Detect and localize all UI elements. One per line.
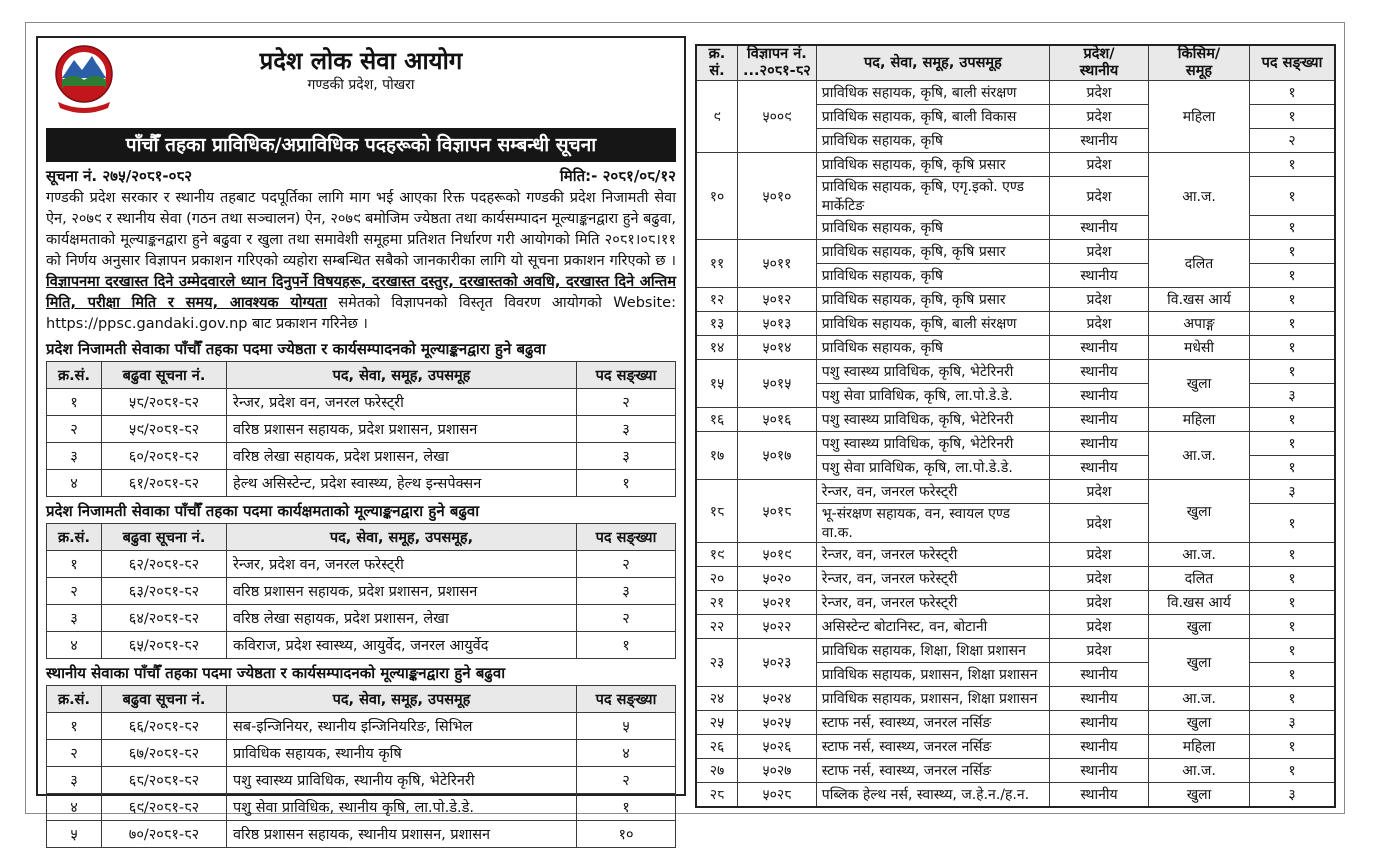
promotion-table-row: [47, 470, 676, 497]
notice-number-cell: ६७/२०८१-८२: [102, 740, 227, 767]
post-cell: पशु स्वास्थ्य प्राविधिक, कृषि, भेटेरिनरी: [816, 408, 1049, 432]
count-cell: १: [1250, 567, 1336, 591]
count-cell: १: [1250, 105, 1336, 129]
advertisement-table-row: [696, 591, 1335, 615]
promotion-table-header-row: [47, 524, 676, 551]
post-cell: स्टाफ नर्स, स्वास्थ्य, जनरल नर्सिङ: [816, 711, 1049, 735]
province-local-cell: स्थानीय: [1050, 663, 1149, 687]
serial-cell: १: [47, 551, 102, 578]
category-cell: आ.ज.: [1149, 543, 1250, 567]
header-cell: पद, सेवा, समूह, उपसमूह,: [227, 524, 577, 551]
promotion-table-row: [47, 389, 676, 416]
category-cell: खुला: [1149, 360, 1250, 408]
province-local-cell: स्थानीय: [1050, 456, 1149, 480]
category-cell: खुला: [1149, 639, 1250, 687]
post-cell: पशु स्वास्थ्य प्राविधिक, कृषि, भेटेरिनरी: [816, 360, 1049, 384]
post-cell: प्राविधिक सहायक, स्थानीय कृषि: [227, 740, 577, 767]
serial-cell: ५: [47, 821, 102, 848]
province-local-cell: स्थानीय: [1050, 408, 1149, 432]
promotion-table-row: [47, 794, 676, 821]
count-cell: ४: [577, 740, 676, 767]
serial-cell: १५: [696, 360, 738, 408]
promotion-section-competence-province: [46, 501, 676, 659]
count-cell: ३: [1250, 783, 1336, 808]
province-local-cell: प्रदेश: [1050, 567, 1149, 591]
promotion-table-row: [47, 713, 676, 740]
serial-cell: १: [47, 389, 102, 416]
promotion-table-header-row: [47, 362, 676, 389]
advertisement-number-cell: ५०१८: [738, 480, 817, 543]
province-local-cell: प्रदेश: [1050, 312, 1149, 336]
serial-cell: २१: [696, 591, 738, 615]
province-local-cell: प्रदेश: [1050, 591, 1149, 615]
post-cell: प्राविधिक सहायक, कृषि: [816, 264, 1049, 288]
province-local-cell: प्रदेश: [1050, 105, 1149, 129]
advertisement-number-cell: ५०२८: [738, 783, 817, 808]
category-cell: महिला: [1149, 408, 1250, 432]
notice-body-paragraph: [46, 188, 676, 335]
post-cell: प्राविधिक सहायक, कृषि: [816, 336, 1049, 360]
advertisement-number-cell: ५०२६: [738, 735, 817, 759]
advertisement-table-row: [696, 687, 1335, 711]
section-title: स्थानीय सेवाका पाँचौँ तहका पदमा ज्येष्ठता र कार्यसम्पादनको मूल्याङ्कनद्वारा हुने बढुवा: [46, 664, 506, 682]
count-cell: १: [1250, 216, 1336, 240]
count-cell: २: [577, 767, 676, 794]
post-cell: प्राविधिक सहायक, कृषि, एगृ.इको. एण्ड मार्केटिङ: [816, 177, 1049, 216]
advertisement-number-cell: ५०१२: [738, 288, 817, 312]
nepal-emblem-icon: [52, 44, 116, 116]
advertisement-table-row: [696, 408, 1335, 432]
org-title: प्रदेश लोक सेवा आयोग: [259, 47, 463, 75]
count-cell: १: [1250, 543, 1336, 567]
count-cell: १०: [577, 821, 676, 848]
category-cell: आ.ज.: [1149, 759, 1250, 783]
advertisement-table-row: [696, 543, 1335, 567]
serial-cell: १: [47, 713, 102, 740]
serial-cell: २४: [696, 687, 738, 711]
post-cell: पशु स्वास्थ्य प्राविधिक, कृषि, भेटेरिनरी: [816, 432, 1049, 456]
count-cell: १: [1250, 639, 1336, 663]
advertisement-table-row: [696, 288, 1335, 312]
count-cell: १: [1250, 312, 1336, 336]
post-cell: वरिष्ठ लेखा सहायक, प्रदेश प्रशासन, लेखा: [227, 605, 577, 632]
count-cell: १: [577, 794, 676, 821]
notice-number-cell: ५८/२०८१-८२: [102, 389, 227, 416]
post-cell: प्राविधिक सहायक, कृषि, बाली संरक्षण: [816, 312, 1049, 336]
province-local-cell: स्थानीय: [1050, 711, 1149, 735]
notice-number-cell: ६६/२०८१-८२: [102, 713, 227, 740]
count-cell: १: [1250, 663, 1336, 687]
post-cell: रेन्जर, प्रदेश वन, जनरल फरेस्ट्री: [227, 389, 577, 416]
count-cell: ३: [1250, 711, 1336, 735]
col-post-count: पद सङ्ख्या: [1250, 45, 1336, 81]
province-local-cell: स्थानीय: [1050, 384, 1149, 408]
serial-cell: ३: [47, 767, 102, 794]
notice-number-cell: ६५/२०८१-८२: [102, 632, 227, 659]
serial-cell: १७: [696, 432, 738, 480]
serial-cell: ९: [696, 81, 738, 153]
promotion-table-row: [47, 821, 676, 848]
count-cell: १: [1250, 735, 1336, 759]
promotion-table-header-row: [47, 686, 676, 713]
promotion-section-seniority-province: [46, 339, 676, 497]
post-cell: पशु सेवा प्राविधिक, कृषि, ला.पो.डे.डे.: [816, 456, 1049, 480]
col-serial-number: क्र. सं.: [696, 45, 738, 81]
post-cell: रेन्जर, प्रदेश वन, जनरल फरेस्ट्री: [227, 551, 577, 578]
category-cell: मधेसी: [1149, 336, 1250, 360]
province-local-cell: प्रदेश: [1050, 153, 1149, 177]
category-cell: खुला: [1149, 615, 1250, 639]
serial-cell: २२: [696, 615, 738, 639]
advertisement-table-row: [696, 783, 1335, 808]
serial-cell: १३: [696, 312, 738, 336]
serial-cell: २६: [696, 735, 738, 759]
count-cell: २: [1250, 129, 1336, 153]
advertisement-number-cell: ५०११: [738, 240, 817, 288]
promotion-table: [46, 361, 676, 497]
col-advertisement-number: विज्ञापन नं. ...२०८१-८२: [738, 45, 817, 81]
count-cell: १: [1250, 591, 1336, 615]
advertisement-number-cell: ५०१४: [738, 336, 817, 360]
post-cell: स्टाफ नर्स, स्वास्थ्य, जनरल नर्सिङ: [816, 759, 1049, 783]
advertisement-table-row: [696, 312, 1335, 336]
website-link[interactable]: https://ppsc.gandaki.gov.np: [46, 316, 248, 332]
category-cell: खुला: [1149, 711, 1250, 735]
count-cell: ३: [577, 578, 676, 605]
advertisement-table-row: [696, 759, 1335, 783]
notice-number-cell: ६९/२०८१-८२: [102, 794, 227, 821]
notice-number-cell: ६३/२०८१-८२: [102, 578, 227, 605]
serial-cell: १०: [696, 153, 738, 240]
province-local-cell: प्रदेश: [1050, 288, 1149, 312]
province-local-cell: स्थानीय: [1050, 336, 1149, 360]
header-cell: क्र.सं.: [47, 686, 102, 713]
notice-number-cell: ६४/२०८१-८२: [102, 605, 227, 632]
post-cell: पशु स्वास्थ्य प्राविधिक, स्थानीय कृषि, भेटेरिनरी: [227, 767, 577, 794]
province-local-cell: प्रदेश: [1050, 615, 1149, 639]
notice-number-cell: ६८/२०८१-८२: [102, 767, 227, 794]
notice-number-cell: ६२/२०८१-८२: [102, 551, 227, 578]
count-cell: १: [1250, 687, 1336, 711]
notice-number-cell: ६०/२०८१-८२: [102, 443, 227, 470]
serial-cell: १९: [696, 543, 738, 567]
post-cell: पशु सेवा प्राविधिक, स्थानीय कृषि, ला.पो.डे.डे.: [227, 794, 577, 821]
serial-cell: २०: [696, 567, 738, 591]
category-cell: आ.ज.: [1149, 687, 1250, 711]
count-cell: १: [1250, 288, 1336, 312]
advertisement-number-cell: ५०१०: [738, 153, 817, 240]
post-cell: रेन्जर, वन, जनरल फरेस्ट्री: [816, 480, 1049, 504]
category-cell: महिला: [1149, 81, 1250, 153]
province-local-cell: स्थानीय: [1050, 360, 1149, 384]
header-cell: पद, सेवा, समूह, उपसमूह: [227, 362, 577, 389]
post-cell: प्राविधिक सहायक, कृषि: [816, 129, 1049, 153]
post-cell: सब-इन्जिनियर, स्थानीय इन्जिनियरिङ, सिभिल: [227, 713, 577, 740]
count-cell: ३: [1250, 384, 1336, 408]
header-cell: क्र.सं.: [47, 524, 102, 551]
serial-cell: १६: [696, 408, 738, 432]
count-cell: ३: [577, 443, 676, 470]
advertisement-number-cell: ५०१७: [738, 432, 817, 480]
category-cell: दलित: [1149, 240, 1250, 288]
count-cell: २: [577, 551, 676, 578]
post-cell: रेन्जर, वन, जनरल फरेस्ट्री: [816, 543, 1049, 567]
serial-cell: २५: [696, 711, 738, 735]
serial-cell: ४: [47, 632, 102, 659]
serial-cell: २: [47, 740, 102, 767]
category-cell: आ.ज.: [1149, 153, 1250, 240]
advertisement-table-row: [696, 360, 1335, 384]
serial-cell: ३: [47, 443, 102, 470]
header-cell: बढुवा सूचना नं.: [102, 362, 227, 389]
advertisement-number-cell: ५०२१: [738, 591, 817, 615]
post-cell: वरिष्ठ प्रशासन सहायक, स्थानीय प्रशासन, प्रशासन: [227, 821, 577, 848]
post-cell: वरिष्ठ प्रशासन सहायक, प्रदेश प्रशासन, प्रशासन: [227, 578, 577, 605]
post-cell: रेन्जर, वन, जनरल फरेस्ट्री: [816, 591, 1049, 615]
header-cell: पद सङ्ख्या: [577, 524, 676, 551]
header-cell: पद सङ्ख्या: [577, 686, 676, 713]
post-cell: प्राविधिक सहायक, प्रशासन, शिक्षा प्रशासन: [816, 663, 1049, 687]
serial-cell: १८: [696, 480, 738, 543]
category-cell: आ.ज.: [1149, 432, 1250, 480]
header-cell: क्र.सं.: [47, 362, 102, 389]
province-local-cell: स्थानीय: [1050, 687, 1149, 711]
promotion-section-seniority-local: [46, 663, 676, 848]
post-cell: प्राविधिक सहायक, कृषि: [816, 216, 1049, 240]
province-local-cell: स्थानीय: [1050, 264, 1149, 288]
advertisement-table-row: [696, 336, 1335, 360]
count-cell: ३: [577, 416, 676, 443]
count-cell: ५: [577, 713, 676, 740]
category-cell: वि.खस आर्य: [1149, 591, 1250, 615]
count-cell: १: [1250, 81, 1336, 105]
advertisement-number-cell: ५०१६: [738, 408, 817, 432]
promotion-table-row: [47, 767, 676, 794]
promotion-table-row: [47, 578, 676, 605]
post-cell: प्राविधिक सहायक, शिक्षा, शिक्षा प्रशासन: [816, 639, 1049, 663]
serial-cell: २: [47, 416, 102, 443]
notice-number-cell: ७०/२०८१-८२: [102, 821, 227, 848]
notice-meta-line: [46, 166, 676, 186]
promotion-table-row: [47, 632, 676, 659]
serial-cell: ११: [696, 240, 738, 288]
province-local-cell: स्थानीय: [1050, 129, 1149, 153]
header-cell: पद सङ्ख्या: [577, 362, 676, 389]
advertisement-table-row: [696, 735, 1335, 759]
header-cell: पद, सेवा, समूह, उपसमूह: [227, 686, 577, 713]
province-local-cell: प्रदेश: [1050, 639, 1149, 663]
advertisement-number-cell: ५०२०: [738, 567, 817, 591]
province-local-cell: स्थानीय: [1050, 432, 1149, 456]
serial-cell: १२: [696, 288, 738, 312]
count-cell: १: [577, 632, 676, 659]
advertisement-number-cell: ५०२३: [738, 639, 817, 687]
promotion-table-row: [47, 740, 676, 767]
count-cell: २: [577, 605, 676, 632]
post-cell: वरिष्ठ लेखा सहायक, प्रदेश प्रशासन, लेखा: [227, 443, 577, 470]
category-cell: दलित: [1149, 567, 1250, 591]
advertisement-table-row: [696, 567, 1335, 591]
section-title: प्रदेश निजामती सेवाका पाँचौँ तहका पदमा कार्यक्षमताको मूल्याङ्कनद्वारा हुने बढुवा: [46, 502, 480, 520]
count-cell: १: [1250, 264, 1336, 288]
province-local-cell: प्रदेश: [1050, 240, 1149, 264]
post-cell: हेल्थ असिस्टेन्ट, प्रदेश स्वास्थ्य, हेल्थ इन्सपेक्सन: [227, 470, 577, 497]
count-cell: १: [1250, 408, 1336, 432]
category-cell: खुला: [1149, 480, 1250, 543]
post-cell: पब्लिक हेल्थ नर्स, स्वास्थ्य, ज.हे.न./ह.न.: [816, 783, 1049, 808]
advertisement-number-cell: ५०१९: [738, 543, 817, 567]
count-cell: १: [1250, 615, 1336, 639]
advertisement-number-cell: ५०२५: [738, 711, 817, 735]
count-cell: २: [577, 389, 676, 416]
category-cell: महिला: [1149, 735, 1250, 759]
advertisement-number-cell: ५०२७: [738, 759, 817, 783]
count-cell: १: [1250, 360, 1336, 384]
post-cell: प्राविधिक सहायक, कृषि, कृषि प्रसार: [816, 240, 1049, 264]
post-cell: कविराज, प्रदेश स्वास्थ्य, आयुर्वेद, जनरल आयुर्वेद: [227, 632, 577, 659]
notice-date: मिति:- २०८१/०८/१२: [559, 167, 676, 185]
serial-cell: ३: [47, 605, 102, 632]
count-cell: १: [1250, 432, 1336, 456]
post-cell: प्राविधिक सहायक, कृषि, कृषि प्रसार: [816, 153, 1049, 177]
count-cell: १: [1250, 153, 1336, 177]
notice-number-cell: ५९/२०८१-८२: [102, 416, 227, 443]
serial-cell: ४: [47, 470, 102, 497]
advertisement-table-row: [696, 711, 1335, 735]
province-local-cell: स्थानीय: [1050, 759, 1149, 783]
promotion-table: [46, 685, 676, 848]
advertisement-number-cell: ५०२२: [738, 615, 817, 639]
count-cell: १: [1250, 456, 1336, 480]
advertisement-table-row: [696, 432, 1335, 456]
advertisement-table-row: [696, 615, 1335, 639]
col-post-service-group: पद, सेवा, समूह, उपसमूह: [816, 45, 1049, 81]
province-local-cell: स्थानीय: [1050, 735, 1149, 759]
serial-cell: २३: [696, 639, 738, 687]
post-cell: प्राविधिक सहायक, कृषि, कृषि प्रसार: [816, 288, 1049, 312]
province-local-cell: प्रदेश: [1050, 177, 1149, 216]
promotion-table: [46, 523, 676, 659]
count-cell: १: [1250, 759, 1336, 783]
advertisement-table-header-row: [696, 45, 1335, 81]
advertisement-table-row: [696, 480, 1335, 504]
post-cell: प्राविधिक सहायक, कृषि, बाली संरक्षण: [816, 81, 1049, 105]
advertisement-table-row: [696, 153, 1335, 177]
org-subtitle: गण्डकी प्रदेश, पोखरा: [307, 77, 415, 93]
post-cell: भू-संरक्षण सहायक, वन, स्वायल एण्ड वा.क.: [816, 504, 1049, 543]
advertisement-number-cell: ५०१३: [738, 312, 817, 336]
paragraph-part2: समेतको विज्ञापनको विस्तृत विवरण आयोगको Website:: [327, 295, 676, 311]
province-local-cell: प्रदेश: [1050, 480, 1149, 504]
section-title: प्रदेश निजामती सेवाका पाँचौँ तहका पदमा ज्येष्ठता र कार्यसम्पादनको मूल्याङ्कनद्वारा हुने बढुवा: [46, 340, 546, 358]
count-cell: १: [1250, 336, 1336, 360]
notice-number: सूचना नं. २७५/२०८१-०८२: [46, 167, 193, 185]
notice-number-cell: ६१/२०८१-८२: [102, 470, 227, 497]
promotion-table-row: [47, 416, 676, 443]
post-cell: प्राविधिक सहायक, कृषि, बाली विकास: [816, 105, 1049, 129]
province-local-cell: प्रदेश: [1050, 543, 1149, 567]
count-cell: १: [1250, 504, 1336, 543]
province-local-cell: स्थानीय: [1050, 783, 1149, 808]
category-cell: वि.खस आर्य: [1149, 288, 1250, 312]
serial-cell: २७: [696, 759, 738, 783]
category-cell: खुला: [1149, 783, 1250, 808]
count-cell: १: [1250, 177, 1336, 216]
advertisement-number-cell: ५०१५: [738, 360, 817, 408]
header-cell: बढुवा सूचना नं.: [102, 686, 227, 713]
advertisement-panel: [695, 44, 1336, 808]
notice-panel: [36, 36, 686, 843]
post-cell: असिस्टेन्ट बोटानिस्ट, वन, बोटानी: [816, 615, 1049, 639]
post-cell: प्राविधिक सहायक, प्रशासन, शिक्षा प्रशासन: [816, 687, 1049, 711]
paragraph-bold-underline: विज्ञापनमा दरखास्त दिने उम्मेदवारले ध्यान दिनुपर्ने विषयहरू, दरखास्त दस्तुर, दरखास्तको अवधि, दरखास्त दिने अन्तिम मिति, परीक्षा मिति र समय, आवश्यक योग्यता: [46, 274, 676, 311]
advertisement-number-cell: ५०२४: [738, 687, 817, 711]
paragraph-part3: बाट प्रकाशन गरिनेछ ।: [247, 316, 368, 332]
post-cell: पशु सेवा प्राविधिक, कृषि, ला.पो.डे.डे.: [816, 384, 1049, 408]
advertisement-number-cell: ५००९: [738, 81, 817, 153]
advertisement-table: [695, 44, 1336, 808]
province-local-cell: स्थानीय: [1050, 216, 1149, 240]
count-cell: १: [1250, 240, 1336, 264]
col-category-group: किसिम/ समूह: [1149, 45, 1250, 81]
notice-header: [46, 42, 676, 122]
serial-cell: २: [47, 578, 102, 605]
notice-banner-title: पाँचौँ तहका प्राविधिक/अप्राविधिक पदहरूको विज्ञापन सम्बन्धी सूचना: [46, 128, 676, 162]
serial-cell: १४: [696, 336, 738, 360]
post-cell: रेन्जर, वन, जनरल फरेस्ट्री: [816, 567, 1049, 591]
category-cell: अपाङ्ग: [1149, 312, 1250, 336]
post-cell: वरिष्ठ प्रशासन सहायक, प्रदेश प्रशासन, प्रशासन: [227, 416, 577, 443]
count-cell: ३: [1250, 480, 1336, 504]
post-cell: स्टाफ नर्स, स्वास्थ्य, जनरल नर्सिङ: [816, 735, 1049, 759]
advertisement-table-row: [696, 639, 1335, 663]
paragraph-part1: गण्डकी प्रदेश सरकार र स्थानीय तहबाट पदपूर्तिका लागि माग भई आएका रिक्त पदहरूको गण्डकी प्रदेश निजामती सेवा ऐन, २०७९ र स्थानीय सेवा (गठन तथा सञ्चालन) ऐन, २०७९ बमोजिम ज्येष्ठता तथा कार्यसम्पादन मूल्याङ्कनद्वारा हुने बढुवा, कार्यक्षमताको मूल्याङ्कनद्वारा हुने बढुवा र खुला तथा समावेशी समूहमा प्रतिशत निर्धारण गरी आयोगको मिति २०८१।०८।११ को निर्णय अनुसार विज्ञापन प्रकाशन गरिएको व्यहोरा सम्बन्धित सबैको जानकारीका लागि यो सूचना प्रकाशन गरिएको छ ।: [46, 190, 676, 269]
serial-cell: ४: [47, 794, 102, 821]
province-local-cell: प्रदेश: [1050, 81, 1149, 105]
col-province-local: प्रदेश/ स्थानीय: [1050, 45, 1149, 81]
serial-cell: २८: [696, 783, 738, 808]
promotion-table-row: [47, 605, 676, 632]
count-cell: १: [577, 470, 676, 497]
promotion-table-row: [47, 443, 676, 470]
advertisement-table-row: [696, 81, 1335, 105]
advertisement-table-row: [696, 240, 1335, 264]
header-cell: बढुवा सूचना नं.: [102, 524, 227, 551]
province-local-cell: प्रदेश: [1050, 504, 1149, 543]
promotion-table-row: [47, 551, 676, 578]
